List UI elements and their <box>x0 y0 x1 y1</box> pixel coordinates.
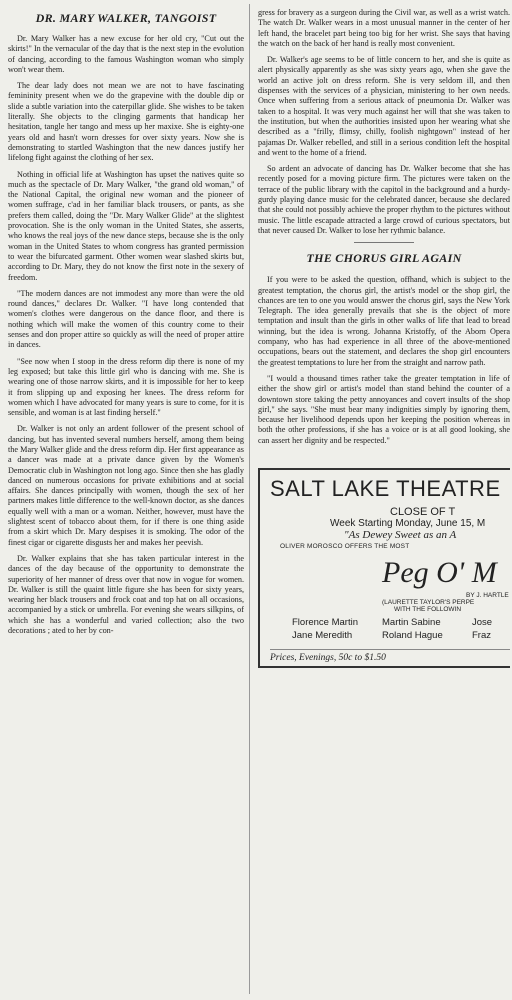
paragraph: "The modern dances are not immodest any more than were the old round dances," declares Dr. Walker. "I have long contended that women's clothes were dangerous on the dance floor, and there is nothing which will make the women of this country come to their senses and don proper attire so quickly as will the need of proper attire in dances. <box>8 288 244 350</box>
theatre-advertisement <box>258 468 510 668</box>
ad-laurette: (LAURETTE TAYLOR'S PERPE <box>382 598 475 606</box>
ad-with: WITH THE FOLLOWIN <box>394 605 462 613</box>
ad-author: BY J. HARTLE <box>466 591 509 599</box>
section-rule <box>354 242 414 243</box>
ad-quote: "As Dewey Sweet as an A <box>344 528 457 541</box>
paragraph: Dr. Walker is not only an ardent follower of the present school of dancing, but has invented several numbers herself, among them being the Mary Walker glide and the dress reform dip. Her first appearance as a dancer was made at a private dance given by the Women's Democratic club in Washington not long ago. Since then she has gladly danced on numerous occasions for private exhibitions and at social affairs. She dances principally with women, though the sex of her partners makes little difference to the well-known doctor, as she dances equally well with a man or a woman. Neither, however, must have the slightest scent of tobacco about them, for if there is one thing aside from a skirt which Dr. Mary despises it is smoking. The odor of the finest cigar or cigarette disgusts her and makes her peevish. <box>8 424 244 547</box>
paragraph: Dr. Mary Walker has a new excuse for her old cry, "Cut out the skirts!" In the vernacular of the day that is the next step in the evolution of dancing, according to the famous Washington woman who simply won't wear them. <box>8 34 244 74</box>
article-title-2: THE CHORUS GIRL AGAIN <box>306 251 462 266</box>
paragraph: gress for bravery as a surgeon during the Civil war, as well as a wrist watch. The watch Dr. Walker wears in a most unusual manner in the center of her left hand, the bracelet part being too big for her wrist. She says that having the watch on the back of her hand is really most convenient. <box>258 8 510 48</box>
cast-member: Florence Martin <box>292 616 358 628</box>
ad-week-line: Week Starting Monday, June 15, M <box>330 517 486 529</box>
paragraph: Dr. Walker explains that she has taken particular interest in the dances of the day because of the opportunity to demonstrate the superiority of her manner of dress over that now in vogue for women. Dr. Walker is still the quaint little figure she has been for sixty years, wearing her black trousers and frock coat and top hat on all occasions, accompanied by a stick or umbrella. For evening she wears silkpins, of which she has a wonderful and varied collection; also the two decorations ; ated to her by con- <box>8 553 244 636</box>
cast-member: Fraz <box>472 629 491 641</box>
ad-producer: OLIVER MOROSCO OFFERS THE MOST <box>280 542 410 550</box>
cast-member: Jose <box>472 616 493 628</box>
paragraph: "See now when I stoop in the dress reform dip there is none of my leg exposed; but take this little girl who is dancing with me. She is wearing one of those narrow skirts, and it is impossible for her to keep it from slipping up and exposing her knees. The dress reform for women which I have advocated for many years is sure to come, for it is sensible, and woman is at last finding herself." <box>8 356 244 418</box>
column-divider <box>249 4 250 994</box>
right-column <box>258 0 510 668</box>
cast-member: Jane Meredith <box>292 629 353 641</box>
play-title: Peg O' M <box>382 555 497 589</box>
left-column <box>8 0 244 642</box>
ad-close-line: CLOSE OF T <box>390 505 456 518</box>
paragraph: So ardent an advocate of dancing has Dr. Walker become that she has recently posed for a moving picture firm. The pictures were taken on the terrace of the public library with the capitol in the background and a hurdy-gurdy playing dance music for the celebrated dancer, because she declared that she could not possibly achieve the proper rhythm to the pictures without music. The little escapade attracted a large crowd of curious spectators, but that never caused Dr. Walker to lose her rythmic balance. <box>258 164 510 235</box>
paragraph: "I would a thousand times rather take the greater temptation in life of either the show girl or artist's model than stand behind the counter of a downtown store taking the petty annoyances and covert insults of the shop girl," she says. "She must bear many indignities simply by ignoring them, because her livelihood depends upon her keeping the position whereas in both the other professions, if she has a voice or is at all good looking, she can assert her dignity and be respected." <box>258 373 510 445</box>
article-title: DR. MARY WALKER, TANGOIST <box>35 11 217 25</box>
cast-list <box>292 617 510 641</box>
paragraph: The dear lady does not mean we are not to have fascinating femininity present when we do the grapevine with the double dip or slide a subtle variation into the caterpillar glide. She wishes to be taken literally. She objects to the clinging garments that handicap her hesitation, tangle her tango and mess up her maxixe. She is eighty-one years old and hasn't worn dresses for over sixty years. Now she is demonstrating to startled Washington that the new dances justify her lifelong fight against the clothing of her sex. <box>8 81 244 163</box>
cast-member: Martin Sabine <box>382 616 441 628</box>
theatre-name: SALT LAKE THEATRE <box>270 475 501 501</box>
paragraph: If you were to be asked the question, offhand, which is subject to the greatest temptation, the chorus girl, the artist's model or the shop girl, the chances are ten to one you would answer the chorus girl, says the New York Telegraph. The idea generally prevails that she is the object of more temptation and insult than the girls in other walks of life that lead to bread winning, but the idea is wrong. Johanna Kristoffy, of the Aborn Opera company, who has had experience in all three of the above-mentioned occupations, bears out the statement, and declares the shop girl encounters the greatest temptations to lure her from the straight and narrow path. <box>258 275 510 367</box>
ad-prices: Prices, Evenings, 50c to $1.50 <box>270 649 510 663</box>
paragraph: Nothing in official life at Washington has upset the natives quite so much as the spectacle of Dr. Mary Walker, "the grand old woman," of the National Capital, the original new woman and the pioneer of women suffrage, c'ad in her familiar black trousers, or pants, as she prefers them called, doing the "Dr. Mary Walker Glide" at the slightest provocation. She is the only woman in the United States, she asserts, who knows the real joys of the new dance steps, because she is the only woman in the United States to whom congress has granted permission to wear the bifurcated garment. Other women wear slashed skirts but, according to Dr. Mary, they do not know the first note in the sexery of freedom. <box>8 169 244 282</box>
cast-member: Roland Hague <box>382 629 443 641</box>
paragraph: Dr. Walker's age seems to be of little concern to her, and she is quite as alert physically apparently as she was sixty years ago, when she gave the world an active jolt on dress reform. She is very seldom ill, and then dispenses with the services of a physician, ministering to her own needs. Once when suffering from a serious attack of pneumonia Dr. Walker was taken to a hospital. It was very much against her will that she was taken to the institution, but when the authorities insisted upon her wearing what she described as a "frilly, flimsy, chilly, foolish nightgown" instead of her pajamas Dr. Walker rebelled, and still in a serious condition left the hospital and went to the home of a friend. <box>258 55 510 157</box>
